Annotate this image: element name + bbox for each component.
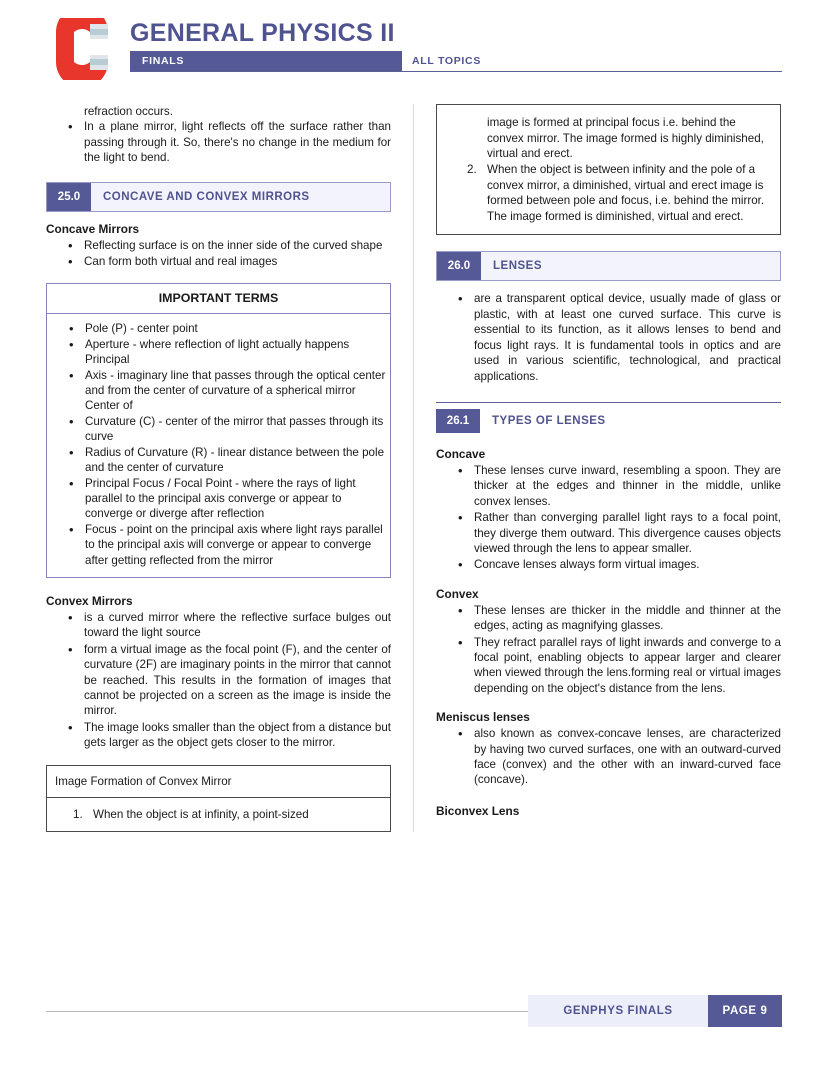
page-footer <box>46 994 782 1027</box>
important-terms-list <box>47 321 386 568</box>
convex-mirrors-heading: Convex Mirrors <box>46 593 133 608</box>
important-terms-title: IMPORTANT TERMS <box>47 284 390 314</box>
section-number: 26.0 <box>437 252 481 280</box>
list-item: • Can form both virtual and real images <box>68 254 391 269</box>
concave-lenses-bullet-list <box>436 463 781 573</box>
continuation-text: image is formed at principal focus i.e. behind the convex mirror. The image formed is highly diminished, virtual and erect. <box>487 116 764 161</box>
column-divider <box>413 104 414 832</box>
section-label: LENSES <box>493 260 543 273</box>
list-item: • These lenses are thicker in the middle and thinner at the edges, acting as magnifying glasses. <box>458 603 781 634</box>
footer-label-genphys-finals: GENPHYS FINALS <box>528 995 708 1027</box>
list-item: • In a plane mirror, light reflects off the surface rather than passing through it. So, there's no change in the medium for the light to bend. <box>68 119 391 165</box>
list-item: When the object is between infinity and the pole of a convex mirror, a diminished, virtual and erect image is formed between pole and focus, i.e. behind the mirror. The image formed is diminished, virtual and erect. <box>487 162 765 223</box>
content-columns <box>46 104 782 832</box>
list-item: • Aperture - where reflection of light actually happens Principal <box>69 337 386 368</box>
list-item: • These lenses curve inward, resembling a spoon. They are thicker at the edges and thinner in the middle, unlike convex lenses. <box>458 463 781 509</box>
lenses-bullet-list <box>436 291 781 383</box>
right-column <box>436 104 781 832</box>
tab-all-topics[interactable]: ALL TOPICS <box>412 55 482 68</box>
section-label: CONCAVE AND CONVEX MIRRORS <box>103 190 310 203</box>
list-item: • The image looks smaller than the object from a distance but gets larger as the object gets closer to the mirror. <box>68 720 391 751</box>
section-header-25 <box>46 182 391 212</box>
biconvex-lens-heading: Biconvex Lens <box>436 803 520 818</box>
list-item: • Axis - imaginary line that passes through the optical center and from the center of curvature of a spherical mirror Center of <box>69 368 386 414</box>
concave-mirrors-heading: Concave Mirrors <box>46 221 140 236</box>
convex-lenses-bullet-list <box>436 603 781 696</box>
meniscus-lenses-heading: Meniscus lenses <box>436 710 530 725</box>
page-header <box>46 0 782 90</box>
list-item: • also known as convex-concave lenses, are characterized by having two curved surfaces, one with an outward-curved face (convex) and the other with an inward-curved face (concave). <box>458 726 781 788</box>
list-item: • Principal Focus / Focal Point - where the rays of light parallel to the principal axis converge or appear to converge or diverge after reflection <box>69 476 386 522</box>
section-header-26-1 <box>436 402 781 433</box>
concave-lenses-heading: Concave <box>436 446 486 461</box>
meniscus-lenses-bullet-list <box>436 726 781 788</box>
image-formation-body <box>47 798 390 832</box>
list-item: • Rather than converging parallel light rays to a focal point, they diverge them outward. This divergence causes objects viewed through the lens to appear smaller. <box>458 510 781 556</box>
list-item: • form a virtual image as the focal point (F), and the center of curvature (2F) are imaginary points in the mirror that cannot be reached. This results in the formation of images that cannot be projected on a screen as the image is inside the mirror. <box>68 642 391 719</box>
image-formation-continuation-box <box>436 104 781 235</box>
list-item: • Reflecting surface is on the inner side of the curved shape <box>68 238 391 253</box>
footer-tabs <box>46 995 782 1027</box>
list-item: • Concave lenses always form virtual images. <box>458 557 781 572</box>
section-header-26 <box>436 251 781 281</box>
important-terms-body <box>47 314 390 577</box>
continuation-list <box>441 162 768 225</box>
page-title: GENERAL PHYSICS II <box>130 19 395 47</box>
image-formation-title: Image Formation of Convex Mirror <box>47 766 390 798</box>
list-item: • Focus - point on the principal axis where light rays parallel to the principal axis will converge or appear to converge after getting reflected from the mirror <box>69 522 386 568</box>
section-number: 25.0 <box>47 183 91 211</box>
concave-mirrors-bullet-list <box>46 238 391 270</box>
intro-bullet-list <box>46 119 391 165</box>
list-item: • is a curved mirror where the reflective surface bulges out toward the light source <box>68 610 391 641</box>
convex-mirrors-bullet-list <box>46 610 391 751</box>
image-formation-list <box>47 807 390 823</box>
footer-page-number: PAGE 9 <box>708 995 782 1027</box>
section-number: 26.1 <box>436 409 480 433</box>
convex-lenses-heading: Convex <box>436 586 479 601</box>
image-formation-box <box>46 765 391 833</box>
list-item: • Curvature (C) - center of the mirror that passes through its curve <box>69 414 386 445</box>
list-item: • are a transparent optical device, usually made of glass or plastic, with at least one curved surface. This curve is essential to its function, as it allows lenses to bend and focus light rays. It is fundamental tools in optics and are used in various scientific, technological, and practical applications. <box>458 291 781 383</box>
header-tabbar <box>130 51 782 72</box>
list-item: • They refract parallel rays of light inwards and converge to a focal point, enabling objects to appear larger and clearer when viewed through the lens.forming real or virtual images depending on the object's distance from the lens. <box>458 635 781 697</box>
tab-finals[interactable]: FINALS <box>130 51 402 71</box>
list-item: • Pole (P) - center point <box>69 321 386 336</box>
horseshoe-magnet-icon <box>46 18 120 80</box>
left-column <box>46 104 391 832</box>
list-item: When the object is at infinity, a point-sized <box>93 807 309 821</box>
list-item: • Radius of Curvature (R) - linear distance between the pole and the center of curvature <box>69 445 386 476</box>
header-text-block <box>130 18 782 72</box>
important-terms-box <box>46 283 391 578</box>
intro-continuation-text: refraction occurs. <box>84 105 173 118</box>
section-label: TYPES OF LENSES <box>492 414 606 427</box>
